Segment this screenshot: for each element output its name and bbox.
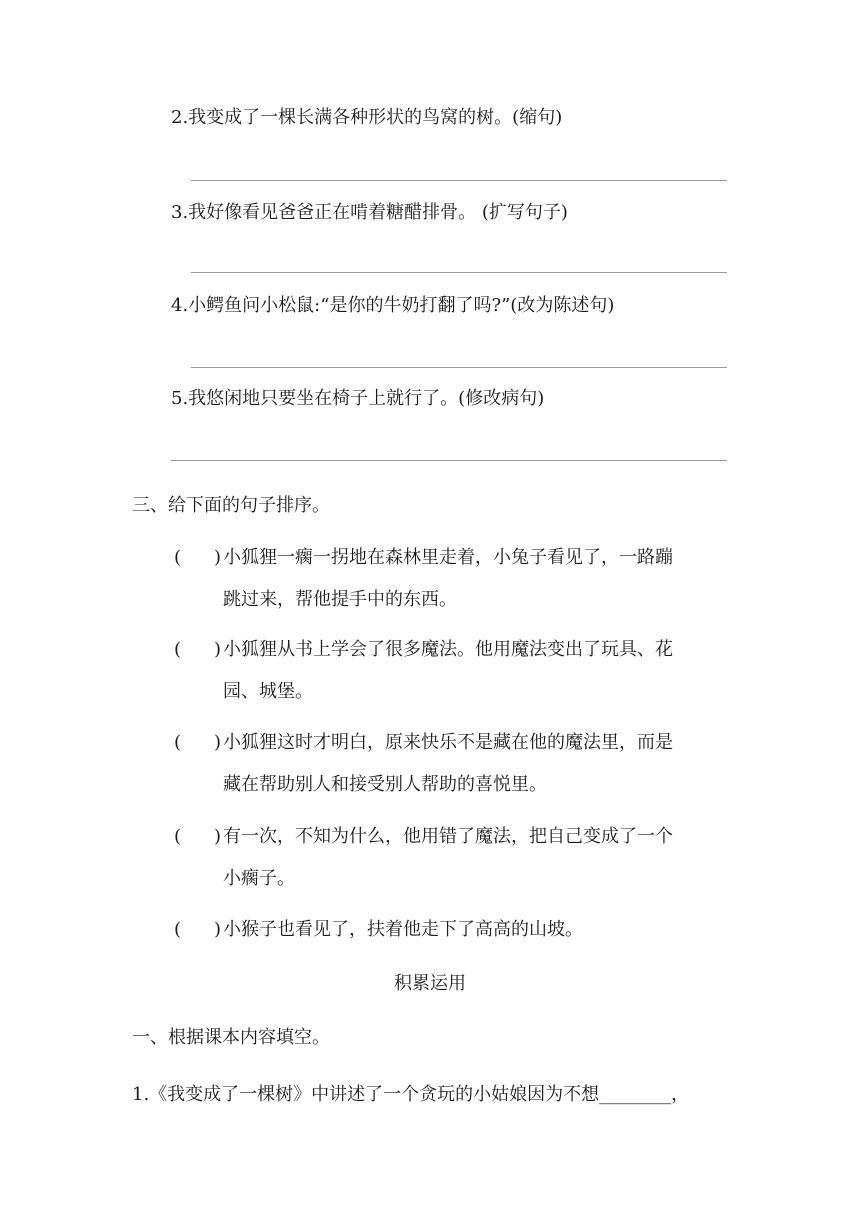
order-item-1-line2: 跳过来，帮他提手中的东西。: [223, 589, 457, 610]
order-item-3-line1: 小狐狸这时才明白，原来快乐不是藏在他的魔法里，而是: [223, 732, 673, 753]
answer-line-3[interactable]: [191, 272, 727, 273]
order-item-1-line1: 小狐狸一瘸一拐地在森林里走着，小兔子看见了，一路蹦: [223, 547, 673, 568]
order-paren-open: (: [174, 919, 182, 940]
ordering-heading: 三、给下面的句子排序。: [132, 495, 330, 516]
order-paren-close: ): [214, 732, 222, 753]
section-title: 积累运用: [394, 973, 466, 994]
order-paren-close: ): [214, 639, 222, 660]
order-item-5-line1: 小猴子也看见了，扶着他走下了高高的山坡。: [223, 919, 583, 940]
fill-question-1: 1.《我变成了一棵树》中讲述了一个贪玩的小姑娘因为不想________，: [132, 1084, 690, 1105]
answer-line-2[interactable]: [191, 180, 727, 181]
order-paren-open: (: [174, 732, 182, 753]
order-paren-open: (: [174, 639, 182, 660]
order-paren-open: (: [174, 547, 182, 568]
order-item-4-line2: 小瘸子。: [223, 868, 295, 889]
fill-heading: 一、根据课本内容填空。: [132, 1027, 330, 1048]
question-5: 5.我悠闲地只要坐在椅子上就行了。(修改病句): [171, 388, 545, 409]
order-paren-close: ): [214, 547, 222, 568]
question-3: 3.我好像看见爸爸正在啃着糖醋排骨。 (扩写句子): [171, 202, 568, 223]
order-item-4-line1: 有一次，不知为什么，他用错了魔法，把自己变成了一个: [223, 826, 673, 847]
order-paren-close: ): [214, 919, 222, 940]
question-2: 2.我变成了一棵长满各种形状的鸟窝的树。(缩句): [171, 107, 563, 128]
order-item-3-line2: 藏在帮助别人和接受别人帮助的喜悦里。: [223, 774, 547, 795]
answer-line-4[interactable]: [191, 367, 727, 368]
order-paren-open: (: [174, 826, 182, 847]
order-item-2-line1: 小狐狸从书上学会了很多魔法。他用魔法变出了玩具、花: [223, 639, 673, 660]
order-item-2-line2: 园、城堡。: [223, 681, 313, 702]
question-4: 4.小鳄鱼问小松鼠:“是你的牛奶打翻了吗?”(改为陈述句): [171, 295, 615, 316]
order-paren-close: ): [214, 826, 222, 847]
answer-line-5[interactable]: [171, 460, 727, 461]
